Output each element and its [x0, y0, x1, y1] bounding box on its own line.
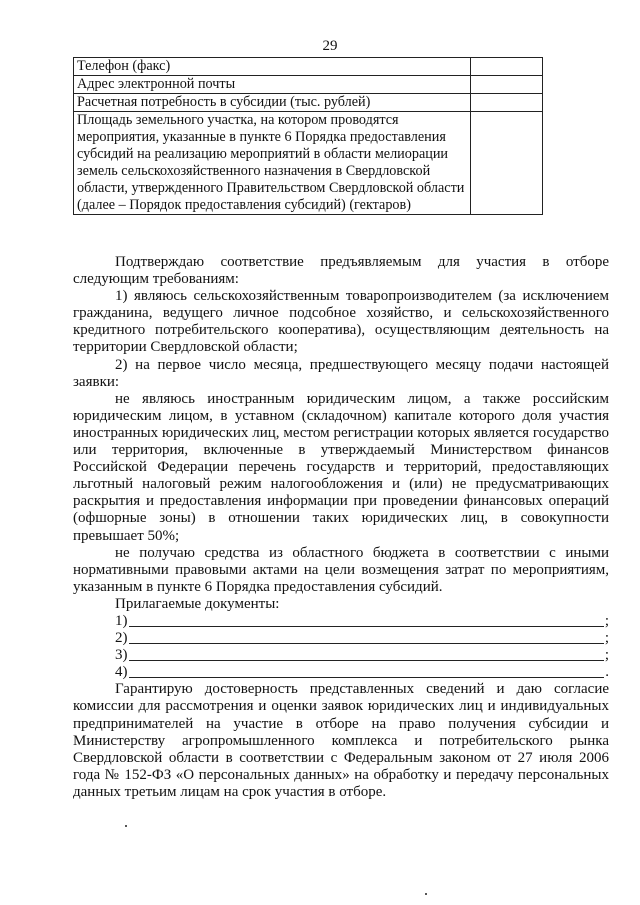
requirement-2a: не являюсь иностранным юридическим лицом, а также российским юридическим лицом, в уставном (складочном) капитале которого доля участия иностранных юридических лиц, местом регистрации которых является государство или территория, включенные в утверждаемый Министерством финансов Российской Федерации перечень государств и территорий, предоставляющих льготный налоговый режим налогообложения и (или) не предусматривающих раскрытия и предоставления информации при проведении финансовых операций (офшорные зоны) в отношении таких юридических лиц, в совокупности превышает 50%; [73, 390, 609, 544]
doc-line-2[interactable] [73, 630, 609, 647]
requirement-2: 2) на первое число месяца, предшествующего месяцу подачи настоящей заявки: [73, 356, 609, 390]
doc-line-4[interactable] [73, 664, 609, 681]
row-value-subsidy-need[interactable] [471, 94, 543, 112]
doc-line-blank[interactable] [129, 643, 604, 644]
row-value-phone[interactable] [471, 58, 543, 76]
table-row [74, 94, 543, 112]
table-row [74, 58, 543, 76]
page-number: 29 [322, 38, 338, 54]
scan-speck [425, 893, 427, 895]
doc-line-number: 4) [115, 664, 128, 681]
table-row [74, 112, 543, 215]
doc-line-3[interactable] [73, 647, 609, 664]
row-label-phone: Телефон (факс) [74, 58, 471, 76]
doc-line-end: ; [604, 630, 609, 647]
doc-line-number: 2) [115, 630, 128, 647]
doc-line-end: ; [604, 612, 609, 629]
doc-line-blank[interactable] [129, 660, 604, 661]
row-label-land-area: Площадь земельного участка, на котором проводятся мероприятия, указанные в пункте 6 Порядка предоставления субсидий на реализацию мероприятий в области мелиорации земель сельскохозяйственного назначения в Свердловской области, утвержденного Правительством Свердловской области (далее – Порядок предоставления субсидий) (гектаров) [74, 112, 471, 215]
row-value-email[interactable] [471, 76, 543, 94]
attached-docs-heading: Прилагаемые документы: [115, 595, 280, 612]
doc-line-number: 3) [115, 647, 128, 664]
doc-line-1[interactable] [73, 613, 609, 630]
declaration-text [73, 254, 609, 801]
row-label-email: Адрес электронной почты [74, 76, 471, 94]
doc-line-end: . [605, 664, 609, 681]
table-row [74, 76, 543, 94]
doc-line-blank[interactable] [129, 677, 605, 678]
guarantee-paragraph: Гарантирую достоверность представленных сведений и даю согласие комиссии для рассмотрения и оценки заявок юридических лиц и индивидуальных предпринимателей на участие в отборе на право получения субсидии и Министерству агропромышленного комплекса и потребительского рынка Свердловской области в соответствии с Федеральным законом от 27 июля 2006 года № 152-ФЗ «О персональных данных» на обработку и передачу персональных данных третьим лицам на срок участия в отборе. [73, 681, 609, 800]
row-value-land-area[interactable] [471, 112, 543, 215]
doc-line-number: 1) [115, 612, 128, 629]
doc-line-end: ; [604, 647, 609, 664]
requirement-2b: не получаю средства из областного бюджета в соответствии с иными нормативными правовыми актами на цели возмещения затрат по мероприятиям, указанным в пункте 6 Порядка предоставления субсидий. [73, 544, 609, 595]
doc-line-blank[interactable] [129, 626, 604, 627]
requirement-1: 1) являюсь сельскохозяйственным товаропроизводителем (за исключением гражданина, ведущего личное подсобное хозяйство, и сельскохозяйственного кредитного потребительского кооператива), осуществляющим деятельность на территории Свердловской области; [73, 288, 609, 356]
applicant-info-table [73, 57, 543, 215]
row-label-subsidy-need: Расчетная потребность в субсидии (тыс. рублей) [74, 94, 471, 112]
scan-speck [125, 825, 127, 827]
intro-paragraph: Подтверждаю соответствие предъявляемым для участия в отборе следующим требованиям: [73, 254, 609, 288]
